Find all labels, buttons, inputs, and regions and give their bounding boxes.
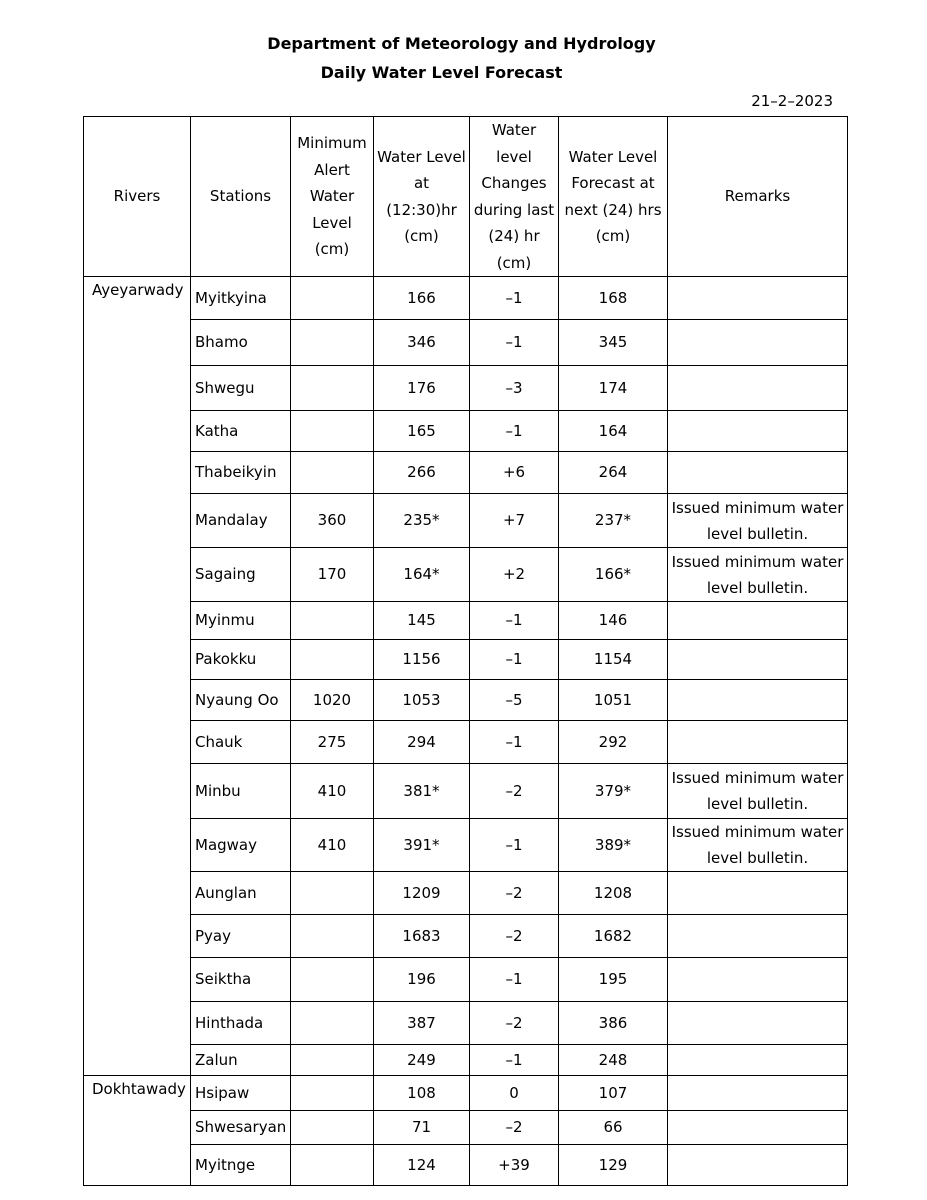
alert-level-cell [291,872,374,915]
forecast-cell: 386 [559,1002,668,1045]
alert-level-cell [291,915,374,958]
header-forecast: Water Level Forecast at next (24) hrs (cm) [559,117,668,277]
water-level-cell: 1156 [374,640,470,680]
forecast-cell: 379* [559,764,668,819]
table-header [84,117,848,277]
level-change-cell: –2 [470,764,559,819]
river-name-cell: Dokhtawady [84,1076,191,1186]
level-change-cell: +39 [470,1145,559,1186]
remark-cell [668,1145,848,1186]
station-name-cell: Minbu [191,764,291,819]
table-row [84,452,848,494]
remark-cell [668,958,848,1002]
water-level-cell: 235* [374,494,470,548]
remark-cell: Issued minimum water level bulletin. [668,764,848,819]
station-name-cell: Hinthada [191,1002,291,1045]
alert-level-cell [291,602,374,640]
water-level-cell: 391* [374,819,470,872]
station-name-cell: Shwegu [191,366,291,411]
table-row [84,602,848,640]
header-stations: Stations [191,117,291,277]
table-row [84,1111,848,1145]
forecast-cell: 1208 [559,872,668,915]
alert-level-cell [291,1076,374,1111]
water-level-cell: 71 [374,1111,470,1145]
level-change-cell: –1 [470,721,559,764]
river-name-cell: Ayeyarwady [84,277,191,1076]
forecast-date: 21–2–2023 [751,92,833,110]
table-row [84,1076,848,1111]
alert-level-cell: 170 [291,548,374,602]
remark-cell [668,640,848,680]
station-name-cell: Shwesaryan [191,1111,291,1145]
alert-level-cell: 410 [291,764,374,819]
station-name-cell: Aunglan [191,872,291,915]
forecast-cell: 195 [559,958,668,1002]
water-level-cell: 164* [374,548,470,602]
table-row [84,958,848,1002]
forecast-cell: 164 [559,411,668,452]
level-change-cell: +6 [470,452,559,494]
water-level-cell: 196 [374,958,470,1002]
station-name-cell: Myitnge [191,1145,291,1186]
station-name-cell: Hsipaw [191,1076,291,1111]
level-change-cell: –1 [470,819,559,872]
alert-level-cell [291,277,374,320]
water-level-cell: 1053 [374,680,470,721]
station-name-cell: Chauk [191,721,291,764]
water-level-cell: 165 [374,411,470,452]
alert-level-cell [291,411,374,452]
alert-level-cell: 410 [291,819,374,872]
level-change-cell: +7 [470,494,559,548]
water-level-cell: 346 [374,320,470,366]
water-level-cell: 145 [374,602,470,640]
station-name-cell: Bhamo [191,320,291,366]
forecast-cell: 1154 [559,640,668,680]
header-water-level: Water Level at (12:30)hr (cm) [374,117,470,277]
document-title: Department of Meteorology and Hydrology [267,34,656,53]
remark-cell [668,721,848,764]
forecast-cell: 1682 [559,915,668,958]
table-row [84,721,848,764]
forecast-cell: 1051 [559,680,668,721]
level-change-cell: –1 [470,1045,559,1076]
level-change-cell: –1 [470,277,559,320]
remark-cell [668,602,848,640]
level-change-cell: –2 [470,915,559,958]
remark-cell [668,366,848,411]
water-level-cell: 294 [374,721,470,764]
remark-cell [668,277,848,320]
remark-cell [668,915,848,958]
remark-cell: Issued minimum water level bulletin. [668,494,848,548]
table-row [84,680,848,721]
forecast-cell: 264 [559,452,668,494]
table-row [84,1045,848,1076]
alert-level-cell [291,1111,374,1145]
alert-level-cell: 275 [291,721,374,764]
alert-level-cell [291,958,374,1002]
water-level-cell: 176 [374,366,470,411]
table-body [84,277,848,1186]
remark-cell [668,320,848,366]
water-level-cell: 1209 [374,872,470,915]
forecast-cell: 107 [559,1076,668,1111]
header-alert-level: Minimum Alert Water Level (cm) [291,117,374,277]
remark-cell [668,1076,848,1111]
alert-level-cell [291,366,374,411]
water-level-table [83,116,848,1186]
remark-cell [668,1002,848,1045]
table-row [84,1002,848,1045]
level-change-cell: –2 [470,1111,559,1145]
level-change-cell: 0 [470,1076,559,1111]
level-change-cell: –5 [470,680,559,721]
forecast-cell: 146 [559,602,668,640]
station-name-cell: Sagaing [191,548,291,602]
station-name-cell: Myitkyina [191,277,291,320]
remark-cell [668,452,848,494]
remark-cell: Issued minimum water level bulletin. [668,548,848,602]
station-name-cell: Katha [191,411,291,452]
water-level-cell: 249 [374,1045,470,1076]
alert-level-cell [291,452,374,494]
header-row [84,117,848,277]
level-change-cell: –1 [470,320,559,366]
alert-level-cell: 360 [291,494,374,548]
header-rivers: Rivers [84,117,191,277]
remark-cell [668,1045,848,1076]
station-name-cell: Myinmu [191,602,291,640]
alert-level-cell [291,1002,374,1045]
forecast-cell: 345 [559,320,668,366]
table-row [84,640,848,680]
document-subtitle: Daily Water Level Forecast [320,63,563,82]
forecast-cell: 166* [559,548,668,602]
forecast-cell: 237* [559,494,668,548]
header-remarks: Remarks [668,117,848,277]
table-row [84,277,848,320]
table-row [84,764,848,819]
level-change-cell: –1 [470,640,559,680]
station-name-cell: Pyay [191,915,291,958]
remark-cell [668,872,848,915]
table-row [84,411,848,452]
forecast-cell: 389* [559,819,668,872]
water-level-cell: 124 [374,1145,470,1186]
table-row [84,548,848,602]
alert-level-cell [291,1045,374,1076]
level-change-cell: –1 [470,411,559,452]
level-change-cell: +2 [470,548,559,602]
station-name-cell: Nyaung Oo [191,680,291,721]
station-name-cell: Thabeikyin [191,452,291,494]
table-row [84,494,848,548]
header-level-change: Water level Changes during last (24) hr (cm) [470,117,559,277]
water-level-cell: 166 [374,277,470,320]
water-level-cell: 266 [374,452,470,494]
water-level-cell: 381* [374,764,470,819]
water-level-cell: 1683 [374,915,470,958]
remark-cell: Issued minimum water level bulletin. [668,819,848,872]
station-name-cell: Pakokku [191,640,291,680]
remark-cell [668,1111,848,1145]
forecast-cell: 129 [559,1145,668,1186]
forecast-cell: 174 [559,366,668,411]
level-change-cell: –3 [470,366,559,411]
level-change-cell: –1 [470,958,559,1002]
water-level-cell: 108 [374,1076,470,1111]
forecast-cell: 248 [559,1045,668,1076]
remark-cell [668,680,848,721]
table-row [84,872,848,915]
forecast-cell: 292 [559,721,668,764]
station-name-cell: Magway [191,819,291,872]
station-name-cell: Seiktha [191,958,291,1002]
table-row [84,915,848,958]
station-name-cell: Mandalay [191,494,291,548]
forecast-cell: 66 [559,1111,668,1145]
level-change-cell: –2 [470,872,559,915]
alert-level-cell [291,320,374,366]
table-row [84,819,848,872]
alert-level-cell [291,640,374,680]
level-change-cell: –1 [470,602,559,640]
table-row [84,320,848,366]
level-change-cell: –2 [470,1002,559,1045]
alert-level-cell: 1020 [291,680,374,721]
alert-level-cell [291,1145,374,1186]
water-level-cell: 387 [374,1002,470,1045]
table-row [84,1145,848,1186]
remark-cell [668,411,848,452]
table-row [84,366,848,411]
forecast-cell: 168 [559,277,668,320]
station-name-cell: Zalun [191,1045,291,1076]
